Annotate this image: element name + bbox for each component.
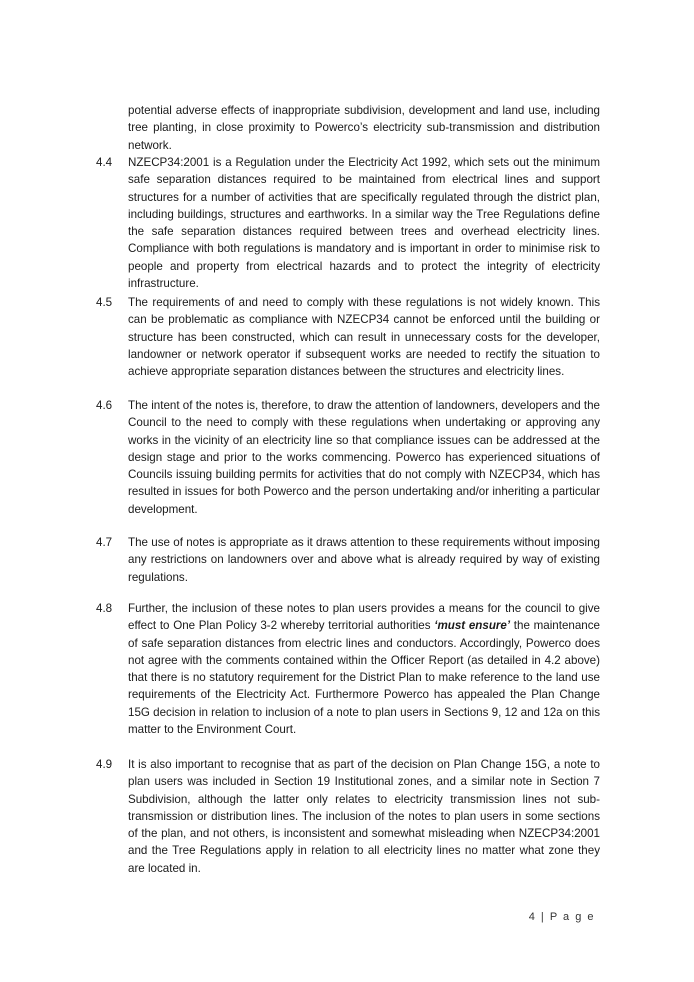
paragraph-4-8 (128, 600, 600, 738)
paragraph-4-9: It is also important to recognise that as part of the decision on Plan Change 15G, a note to plan users was included in Section 19 Institutional zones, and a similar note in Section 7 Subdivision, although the latter only relates to electricity transmission lines not sub-transmission or distribution lines. The inclusion of the notes to plan users in some sections of the plan, and not others, is inconsistent and somewhat misleading when NZECP34:2001 and the Tree Regulations apply in relation to all electricity lines no matter what zone they are located in. (128, 758, 600, 875)
paragraph-4-7: The use of notes is appropriate as it draws attention to these requirements without imposing any restrictions on landowners over and above what is already required by way of existing regulations. (128, 536, 600, 584)
paragraph-number-4-9: 4.9 (96, 758, 113, 771)
paragraph-4-8-emphasis: ‘must ensure’ (434, 619, 511, 633)
paragraph-number-4-7: 4.7 (96, 536, 113, 549)
intro-paragraph: potential adverse effects of inappropriate subdivision, development and land use, including tree planting, in close proximity to Powerco’s electricity sub-transmission and distribution network. (128, 104, 600, 152)
paragraph-4-6: The intent of the notes is, therefore, to draw the attention of landowners, developers and the Council to the need to comply with these regulations when undertaking or approving any works in the vicinity of an electricity line so that compliance issues can be addressed at the design stage and prior to the works commencing. Powerco has experienced situations of Councils issuing building permits for activities that do not comply with NZECP34, which has resulted in issues for both Powerco and the person undertaking and/or inheriting a particular development. (128, 399, 600, 516)
paragraph-number-4-8: 4.8 (96, 602, 113, 615)
paragraph-number-4-4: 4.4 (96, 156, 113, 169)
paragraph-number-4-5: 4.5 (96, 296, 113, 309)
paragraph-4-8-text-before: Further, the inclusion of these notes to plan users provides a means for the council to give effect to One Plan Policy 3-2 whereby territorial authorities (128, 602, 600, 633)
paragraph-4-8-text-after: the maintenance of safe separation distances from electric lines and conductors. Accordingly, Powerco does not agree with the comments contained within the Officer Report (as detailed in 4.2 above) that there is no statutory requirement for the District Plan to make reference to the land use requirements of the Electricity Act. Furthermore Powerco has appealed the Plan Change 15G decision in relation to inclusion of a note to plan users in Sections 9, 12 and 12a on this matter to the Environment Court. (128, 619, 600, 737)
page-number-footer: 4 | P a g e (528, 911, 595, 923)
paragraph-4-4: NZECP34:2001 is a Regulation under the Electricity Act 1992, which sets out the minimum safe separation distances required to be maintained from electrical lines and support structures for a number of activities that are specifically regulated through the district plan, including buildings, structures and earthworks. In a similar way the Tree Regulations define the safe separation distances required between trees and overhead electricity lines. Compliance with both regulations is mandatory and is important in order to minimise risk to people and property from electrical hazards and to protect the integrity of electricity infrastructure. (128, 156, 600, 291)
paragraph-number-4-6: 4.6 (96, 399, 113, 412)
paragraph-4-5: The requirements of and need to comply with these regulations is not widely known. This can be problematic as compliance with NZECP34 cannot be enforced until the building or structure has been constructed, which can result in unnecessary costs for the developer, landowner or network operator if subsequent works are needed to rectify the situation to achieve appropriate separation distances between the structures and electricity lines. (128, 296, 600, 379)
